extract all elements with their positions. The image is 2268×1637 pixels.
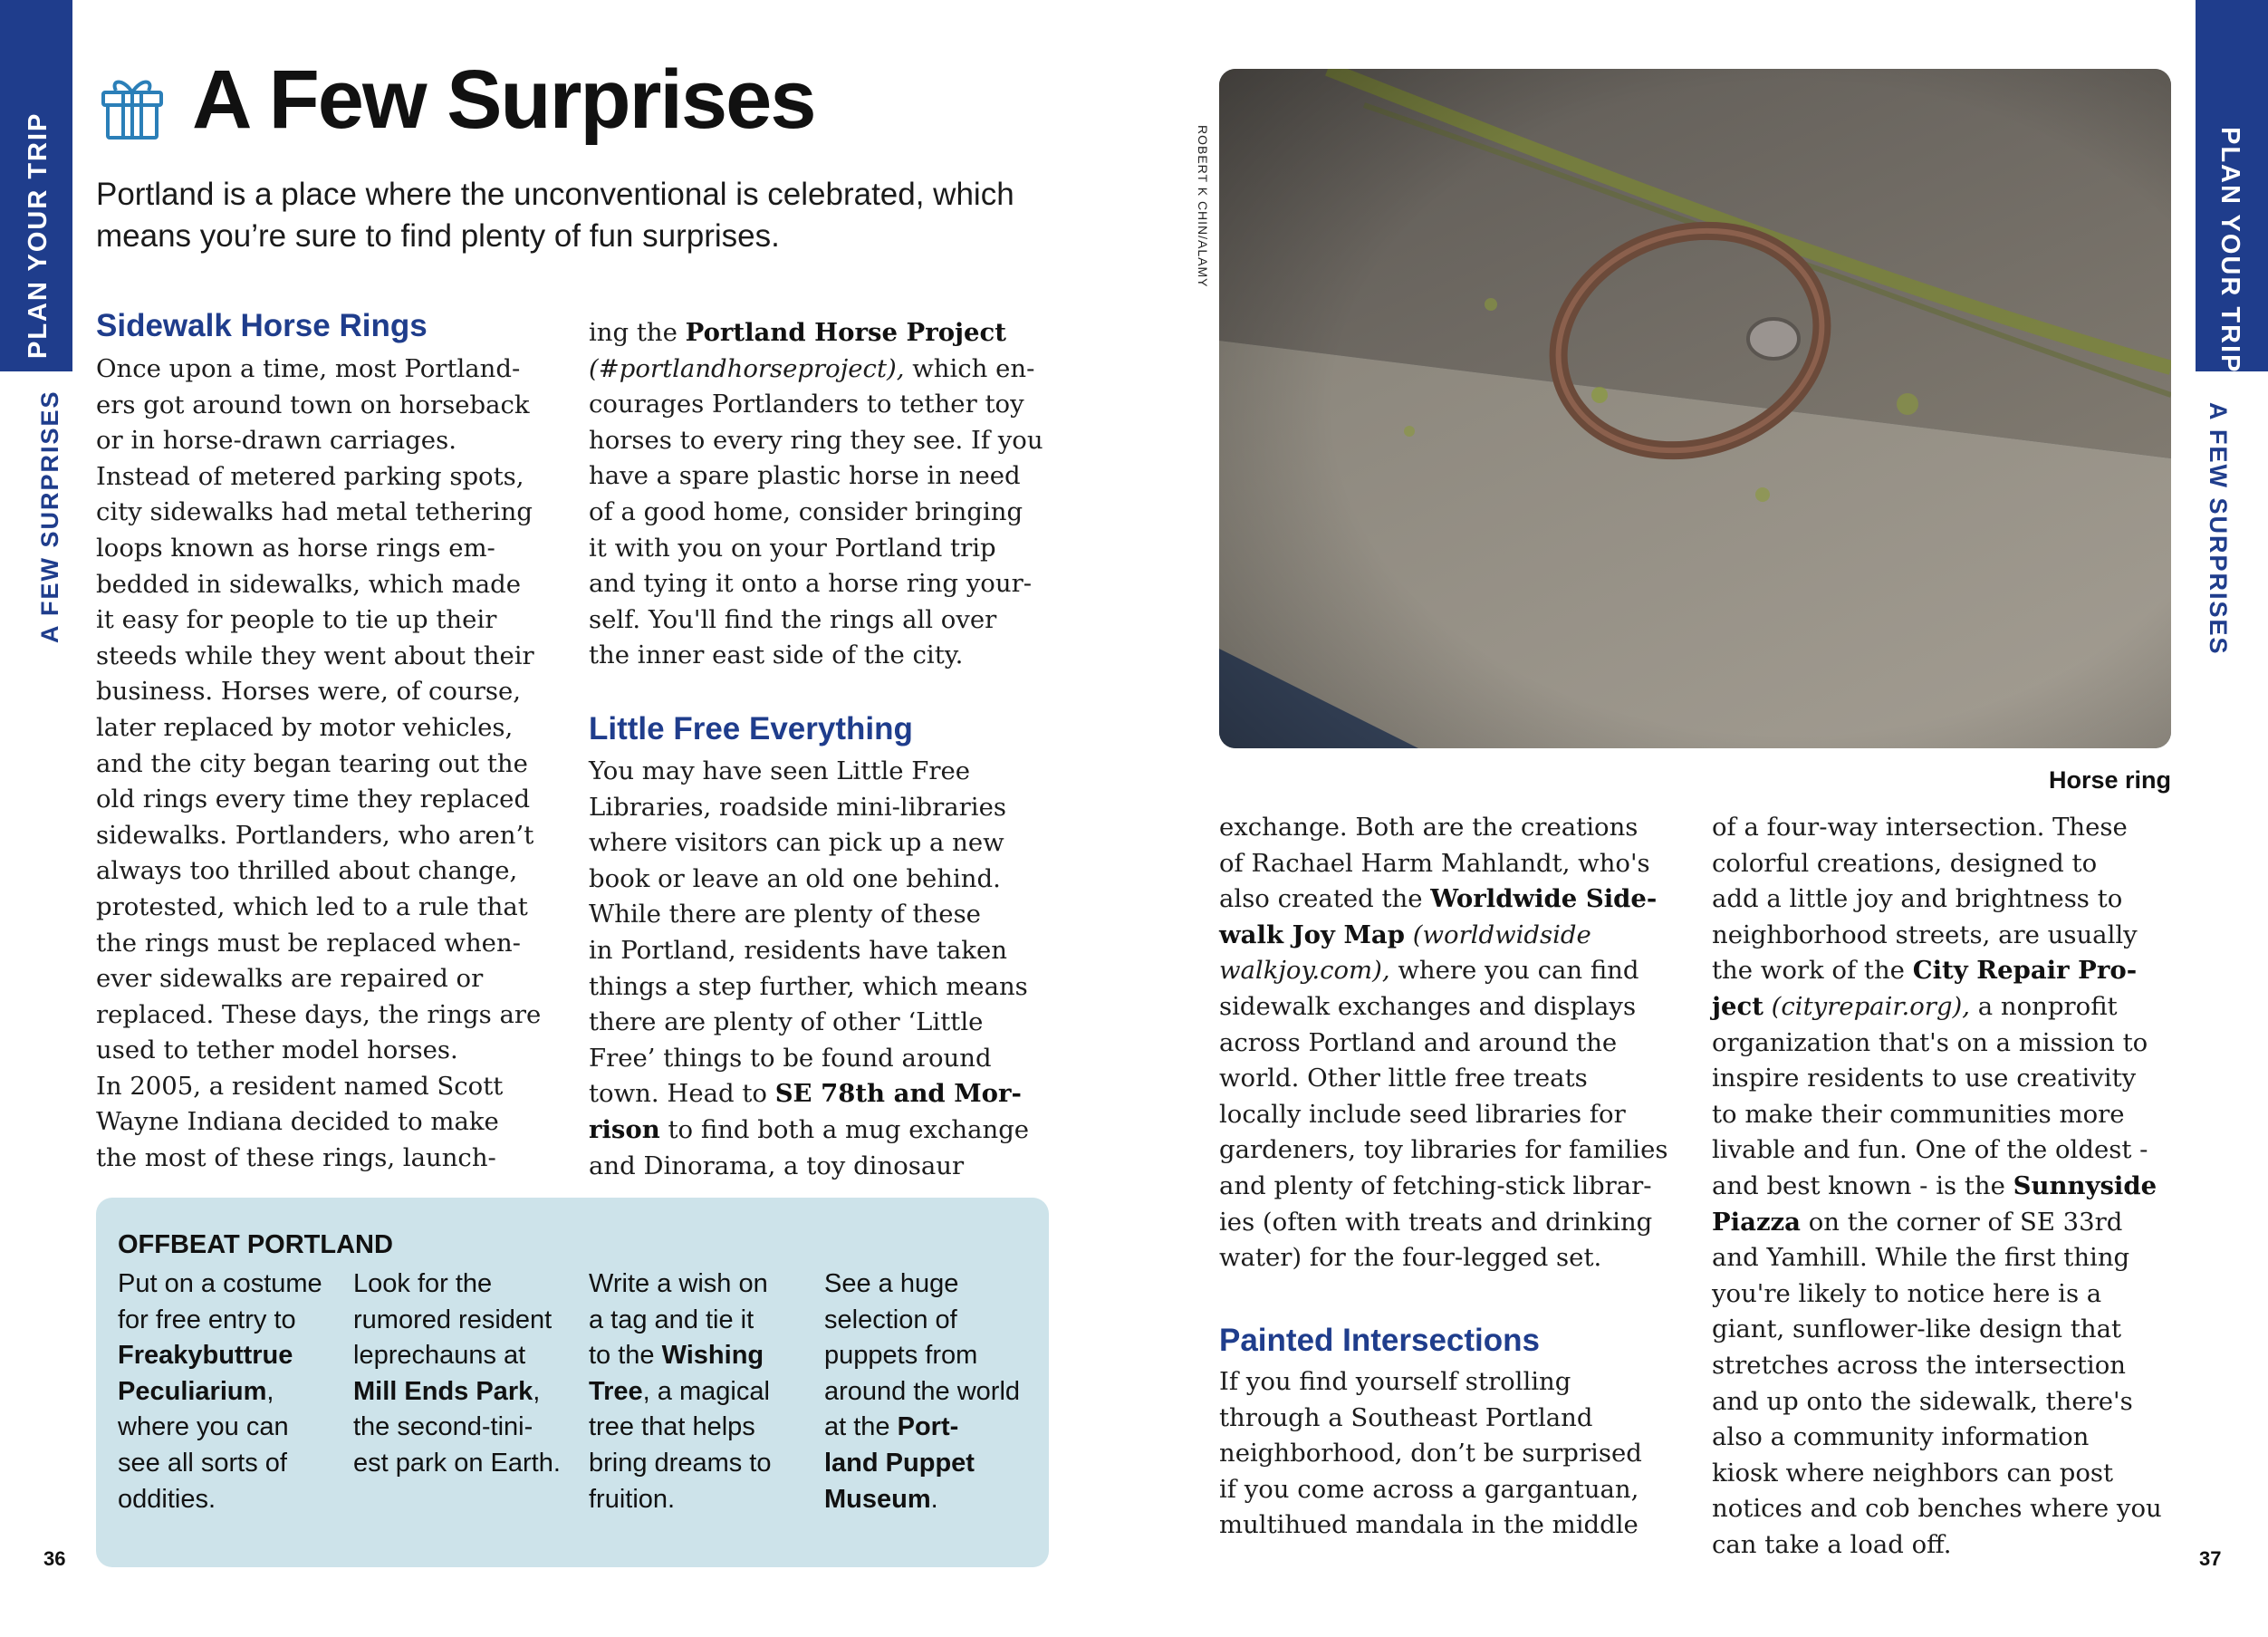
photo-caption: Horse ring [2048,766,2171,794]
text-line: You may have seen Little Free [589,756,971,785]
right-tab-plan-your-trip: PLAN YOUR TRIP [2215,127,2244,374]
offbeat-item-4 [824,1266,1020,1517]
text: to the [589,1341,662,1371]
text: to find both a mug exchange [659,1114,1030,1144]
text: at the [824,1412,898,1442]
text-line: the inner east side of the city. [589,640,964,670]
left-tab-section-name: A FEW SURPRISES [36,390,63,643]
text-line: steeds while they went about their [96,640,534,670]
text: on the corner of SE 33rd [1801,1207,2123,1237]
text-line: multihued mandala in the middle [1219,1510,1639,1540]
text: , [266,1376,274,1406]
text-line: self. You'll find the rings all over [589,604,997,634]
mill-ends-park: Mill Ends Park [353,1376,533,1406]
text-line: things a step further, which means [589,971,1028,1001]
little-free-continued [1219,810,1699,1276]
website: walkjoy.com), [1219,956,1390,986]
sunnyside-piazza: Sunnyside [2013,1170,2157,1200]
text-line: neighborhood, don’t be surprised [1219,1439,1642,1468]
text-line: Free’ things to be found around [589,1043,992,1073]
text-line: If you find yourself strolling [1219,1367,1571,1396]
text-line: See a huge [824,1269,959,1298]
freakybuttrue-peculiarium: Peculiarium [118,1376,267,1406]
text-line: water) for the four-legged set. [1219,1243,1602,1273]
text-line: it with you on your Portland trip [589,533,996,563]
text-line: where visitors can pick up a new [589,828,1004,858]
text-line: old rings every time they replaced [96,785,531,814]
text-line: bedded in sidewalks, which made [96,569,521,599]
text-line: Once upon a time, most Portland- [96,354,521,383]
text-line: also a community information [1712,1422,2090,1452]
page-number-right: 37 [2199,1547,2222,1570]
city-repair-project: City Repair Pro- [1912,956,2138,986]
page-number-left: 36 [43,1547,66,1570]
se-78th-morrison: rison [589,1114,660,1144]
text-line: tree that helps [589,1412,755,1442]
text: , [533,1376,541,1406]
text-line: and up onto the sidewalk, there's [1712,1386,2133,1416]
intro-line: Portland is a place where the unconventional is celebrated, which [96,177,1014,212]
text-line: sidewalk exchanges and displays [1219,991,1637,1021]
text-line: leprechauns at [353,1341,526,1371]
wishing-tree: Wishing [661,1341,764,1371]
photo-credit: ROBERT K CHIN/ALAMY [1196,125,1210,288]
text-line: locally include seed libraries for [1219,1099,1626,1129]
text-line: selection of [824,1305,957,1334]
text: where you can find [1389,956,1639,986]
city-repair-project: ject [1712,991,1763,1021]
painted-column-1 [1219,1364,1699,1544]
portland-puppet-museum: Museum [824,1484,931,1514]
text-line: see all sorts of [118,1448,287,1478]
text-line: world. Other little free treats [1219,1064,1588,1093]
text-line: for free entry to [118,1305,296,1334]
painted-column-2 [1712,810,2174,1563]
text: and best known - is the [1712,1170,2013,1200]
offbeat-item-3 [589,1266,772,1517]
right-tab-section-name: A FEW SURPRISES [2205,402,2232,656]
freakybuttrue-peculiarium: Freakybuttrue [118,1341,293,1371]
page-title: A Few Surprises [192,53,815,146]
text-line: city sidewalks had metal tethering [96,497,533,527]
text: a nonprofit [1970,991,2118,1021]
website: (cityrepair.org), [1763,991,1971,1021]
intro-line: means you’re sure to find plenty of fun surprises. [96,218,780,254]
gift-icon [96,69,168,141]
text-line: notices and cob benches where you [1712,1494,2162,1524]
hashtag: (#portlandhorseproject), [589,353,905,383]
text-line: where you can [118,1412,289,1442]
horse-rings-column-2 [589,315,1060,674]
text-line: of a good home, consider bringing [589,496,1023,526]
text-line: later replaced by motor vehicles, [96,712,514,742]
text-line: organization that's on a mission to [1712,1027,2148,1057]
text: , a magical [642,1376,770,1406]
text-line: the rings must be replaced when- [96,928,521,958]
text-line: there are plenty of other ‘Little [589,1007,984,1037]
intro-paragraph [96,174,1020,257]
text-line: rumored resident [353,1305,553,1334]
horse-rings-column-1 [96,351,567,1177]
text-line: if you come across a gargantuan, [1219,1474,1639,1504]
text-line: across Portland and around the [1219,1027,1618,1057]
text-line: neighborhood streets, are usually [1712,920,2138,949]
heading-sidewalk-horse-rings: Sidewalk Horse Rings [96,308,428,343]
text: ing the [589,318,686,347]
text-line: Put on a costume [118,1269,322,1298]
text-line: colorful creations, designed to [1712,848,2098,878]
text-line: oddities. [118,1484,216,1514]
text-line: livable and fun. One of the oldest - [1712,1135,2148,1165]
text-line: replaced. These days, the rings are [96,999,542,1029]
text-line: a tag and tie it [589,1305,754,1334]
text-line: can take a load off. [1712,1529,1952,1559]
text-line: While there are plenty of these [589,900,981,929]
text: . [930,1484,938,1514]
text-line: ies (often with treats and drinking [1219,1207,1653,1237]
text: also created the [1219,884,1431,914]
text-line: of Rachael Harm Mahlandt, who's [1219,848,1650,878]
text-line: ers got around town on horseback [96,390,530,419]
text-line: to make their communities more [1712,1099,2125,1129]
text-line: inspire residents to use creativity [1712,1064,2137,1093]
text-line: Libraries, roadside mini-libraries [589,792,1006,822]
text-line: and Yamhill. While the first thing [1712,1243,2130,1273]
text-line: Write a wish on [589,1269,768,1298]
se-78th-morrison: SE 78th and Mor- [774,1079,1022,1109]
heading-painted-intersections: Painted Intersections [1219,1323,1540,1358]
text-line: kiosk where neighbors can post [1712,1458,2114,1488]
text-line: always too thrilled about change, [96,856,518,886]
offbeat-portland-box [96,1198,1049,1567]
offbeat-title: OFFBEAT PORTLAND [118,1230,393,1259]
heading-little-free-everything: Little Free Everything [589,711,913,746]
text-line: of a four-way intersection. These [1712,813,2128,842]
text-line: have a spare plastic horse in need [589,461,1021,491]
little-free-column [589,754,1060,1184]
text-line: Wayne Indiana decided to make [96,1107,499,1137]
left-tab-plan-your-trip: PLAN YOUR TRIP [24,111,53,359]
text-line: through a Southeast Portland [1219,1402,1593,1432]
portland-puppet-museum: Port- [897,1412,959,1442]
text-line: and Dinorama, a toy dinosaur [589,1151,965,1180]
text-line: giant, sunflower-like design that [1712,1314,2122,1344]
portland-horse-project: Portland Horse Project [685,318,1006,347]
text-line: loops known as horse rings em- [96,533,495,563]
text-line: Look for the [353,1269,493,1298]
text-line: and tying it onto a horse ring your- [589,569,1033,599]
worldwide-sidewalk-joy-map: walk Joy Map [1219,920,1405,949]
text-line: bring dreams to [589,1448,772,1478]
text-line: courages Portlanders to tether toy [589,390,1024,419]
text: town. Head to [589,1079,775,1109]
text-line: puppets from [824,1341,978,1371]
text-line: and plenty of fetching-stick librar- [1219,1170,1652,1200]
wishing-tree: Tree [589,1376,643,1406]
text-line: in Portland, residents have taken [589,935,1007,965]
website: (worldwidside [1404,920,1591,949]
portland-puppet-museum: land Puppet [824,1448,975,1478]
text-line: ever sidewalks are repaired or [96,964,484,994]
text-line: the second-tini- [353,1412,533,1442]
text-line: stretches across the intersection [1712,1350,2126,1380]
text-line: fruition. [589,1484,676,1514]
text-line: In 2005, a resident named Scott [96,1071,504,1101]
text: the work of the [1712,956,1913,986]
text-line: or in horse-drawn carriages. [96,426,456,456]
text-line: exchange. Both are the creations [1219,813,1639,842]
offbeat-item-1 [118,1266,322,1517]
text-line: book or leave an old one behind. [589,863,1001,893]
offbeat-item-2 [353,1266,561,1482]
text-line: you're likely to notice here is a [1712,1278,2102,1308]
worldwide-sidewalk-joy-map: Worldwide Side- [1430,884,1658,914]
text-line: business. Horses were, of course, [96,677,521,707]
text-line: around the world [824,1376,1021,1406]
text-line: horses to every ring they see. If you [589,425,1043,455]
text-line: the most of these rings, launch- [96,1143,496,1173]
horse-ring-photo [1219,69,2171,748]
text: which en- [904,353,1035,383]
text-line: and the city began tearing out the [96,748,528,778]
sunnyside-piazza: Piazza [1712,1207,1801,1237]
text-line: protested, which led to a rule that [96,891,528,921]
text-line: Instead of metered parking spots, [96,461,524,491]
text-line: sidewalks. Portlanders, who aren’t [96,820,534,850]
text-line: it easy for people to tie up their [96,605,497,635]
text-line: est park on Earth. [353,1448,561,1478]
text-line: add a little joy and brightness to [1712,884,2123,914]
text-line: used to tether model horses. [96,1035,458,1065]
text-line: gardeners, toy libraries for families [1219,1135,1668,1165]
